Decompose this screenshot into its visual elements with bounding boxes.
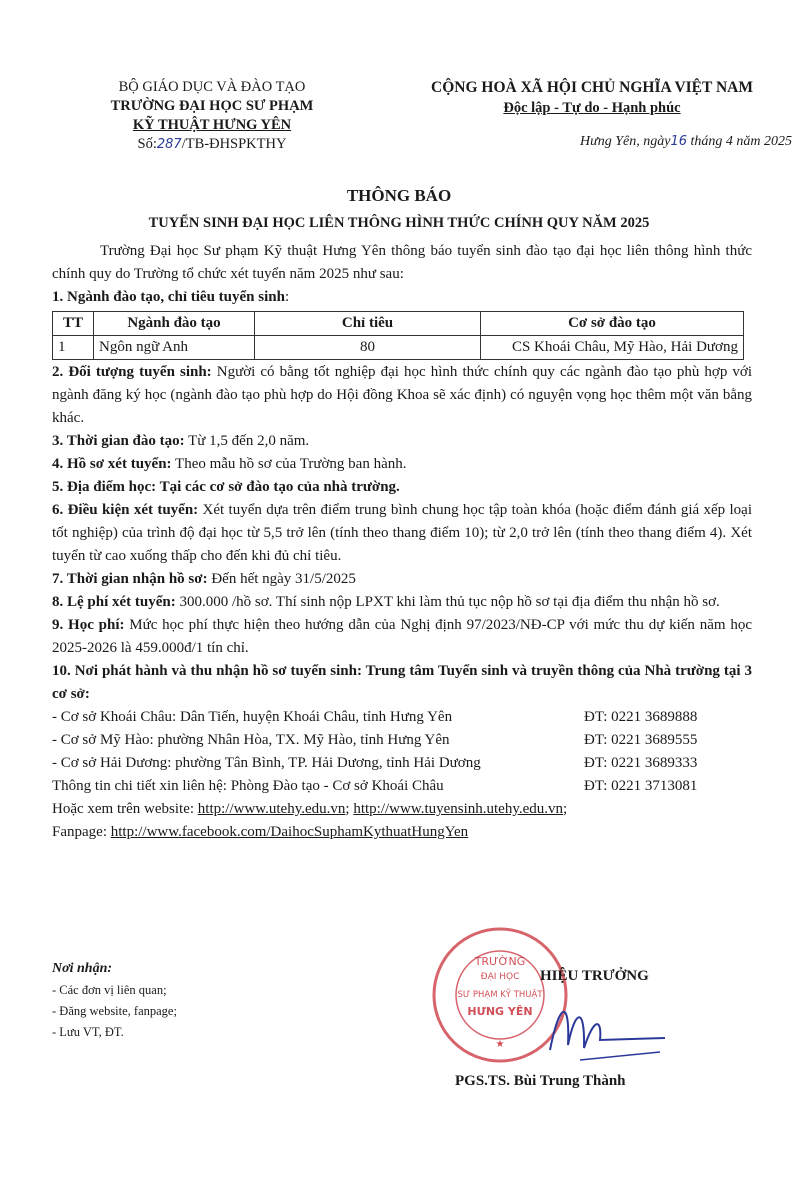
website-link-main[interactable]: http://www.utehy.edu.vn	[197, 801, 346, 817]
seal-top-text: TRƯỜNG	[474, 955, 526, 968]
contact-place: Thông tin chi tiết xin liên hệ: Phòng Đào tạo - Cơ sở Khoái Châu	[52, 778, 444, 794]
section-8-label: 8. Lệ phí xét tuyển:	[52, 594, 176, 610]
table-row	[53, 336, 744, 360]
contact-row	[52, 775, 744, 798]
document-subtitle: TUYỂN SINH ĐẠI HỌC LIÊN THÔNG HÌNH THỨC CHÍNH QUY NĂM 2025	[148, 215, 650, 231]
section-6-label: 6. Điều kiện xét tuyển:	[52, 502, 199, 518]
school-name-line2: KỸ THUẬT HƯNG YÊN	[132, 117, 292, 133]
table-cell: 80	[255, 336, 481, 360]
country-name: CỘNG HOÀ XÃ HỘI CHỦ NGHĨA VIỆT NAM	[431, 79, 753, 96]
section-10-label: 10. Nơi phát hành và thu nhận hồ sơ tuyển sinh: Trung tâm Tuyển sinh và truyền thông của Nhà trường tại 3 cơ sở:	[52, 663, 752, 702]
admission-quota-table	[52, 311, 744, 360]
contact-row	[52, 729, 744, 752]
svg-text:★: ★	[495, 1039, 505, 1050]
table-header-cell: Cơ sở đào tạo	[481, 312, 744, 336]
contact-phone: ĐT: 0221 3713081	[584, 778, 698, 794]
table-header-cell: Chỉ tiêu	[255, 312, 481, 336]
signer-title: HIỆU TRƯỞNG	[540, 968, 649, 984]
date-prefix: Hưng Yên, ngày	[579, 134, 671, 149]
school-name-line1: TRƯỜNG ĐẠI HỌC SƯ PHẠM	[110, 98, 314, 114]
contact-row	[52, 752, 744, 775]
section-7	[52, 568, 752, 591]
section-9-label: 9. Học phí:	[52, 617, 125, 633]
section-1-label: 1. Ngành đào tạo, chỉ tiêu tuyển sinh	[52, 289, 285, 305]
section-8	[52, 591, 752, 614]
section-3-text: Từ 1,5 đến 2,0 năm.	[184, 433, 310, 449]
number-handwritten: 287	[156, 137, 182, 152]
section-8-text: 300.000 /hồ sơ. Thí sinh nộp LPXT khi làm thủ tục nộp hồ sơ tại địa điểm thu nhận hồ sơ.	[175, 594, 720, 610]
recipient-item: - Các đơn vị liên quan;	[52, 983, 167, 997]
section-9-text: Mức học phí thực hiện theo hướng dẫn của Nghị định 97/2023/NĐ-CP với mức thu dự kiến năm học 2025-2026 là 459.000đ/1 tín chỉ.	[52, 617, 752, 656]
fanpage-line	[52, 821, 752, 844]
intro-paragraph: Trường Đại học Sư phạm Kỹ thuật Hưng Yên thông báo tuyển sinh đào tạo đại học liên thông hình thức chính quy do Trường tổ chức xét tuyển năm 2025 như sau:	[52, 243, 752, 282]
fanpage-link[interactable]: http://www.facebook.com/DaihocSuphamKythuatHungYen	[110, 824, 469, 840]
number-prefix: Số:	[137, 136, 157, 152]
document-title: THÔNG BÁO	[346, 186, 452, 205]
table-cell: Ngôn ngữ Anh	[94, 336, 255, 360]
date-suffix: tháng 4 năm 2025	[687, 134, 792, 149]
issuer-block	[62, 78, 362, 154]
signer-name: PGS.TS. Bùi Trung Thành	[455, 1073, 626, 1089]
contact-row	[52, 706, 744, 729]
table-header-cell: Ngành đào tạo	[94, 312, 255, 336]
contact-phone: ĐT: 0221 3689888	[584, 709, 698, 725]
website-prefix: Hoặc xem trên website:	[52, 801, 198, 817]
website-end: ;	[563, 801, 568, 817]
section-3-label: 3. Thời gian đào tạo:	[52, 433, 185, 449]
section-4	[52, 453, 752, 476]
section-6-text: Xét tuyển dựa trên điểm trung bình chung học tập toàn khóa (hoặc điểm đánh giá xếp loại tốt nghiệp) của trình độ đại học từ 5,5 trở lên (tính theo thang điểm 10); từ 2,0 trở lên (tính theo thang điểm 4). Xét tuyển từ cao xuống thấp cho đến khi đủ chỉ tiêu.	[52, 502, 752, 564]
recipients-heading: Nơi nhận:	[52, 961, 113, 976]
section-5	[52, 476, 752, 499]
section-1-colon: :	[284, 289, 290, 305]
number-suffix: /TB-ĐHSPKTHY	[181, 136, 287, 152]
table-cell: 1	[53, 336, 94, 360]
contact-place: - Cơ sở Khoái Châu: Dân Tiến, huyện Khoái Châu, tỉnh Hưng Yên	[52, 709, 453, 725]
section-7-label: 7. Thời gian nhận hồ sơ:	[52, 571, 208, 587]
national-motto: Độc lập - Tự do - Hạnh phúc	[503, 100, 681, 116]
contact-place: - Cơ sở Hải Dương: phường Tân Bình, TP. Hải Dương, tỉnh Hải Dương	[52, 755, 481, 771]
seal-line1: ĐẠI HỌC	[480, 972, 520, 982]
recipients-block	[52, 958, 352, 1043]
contact-place: - Cơ sở Mỹ Hào: phường Nhân Hòa, TX. Mỹ Hào, tỉnh Hưng Yên	[52, 732, 450, 748]
section-4-label: 4. Hồ sơ xét tuyển:	[52, 456, 172, 472]
section-6	[52, 499, 752, 568]
document-body	[52, 240, 752, 844]
website-link-admissions[interactable]: http://www.tuyensinh.utehy.edu.vn	[353, 801, 564, 817]
website-separator: ;	[345, 801, 354, 817]
section-3	[52, 430, 752, 453]
recipient-item: - Lưu VT, ĐT.	[52, 1025, 124, 1039]
contact-phone: ĐT: 0221 3689555	[584, 732, 698, 748]
section-2-label: 2. Đối tượng tuyển sinh:	[52, 364, 212, 380]
date-day-handwritten: 16	[670, 134, 687, 149]
section-5-label: 5. Địa điểm học: Tại các cơ sở đào tạo của nhà trường.	[52, 479, 400, 495]
national-header	[392, 78, 792, 118]
section-2-text: Người có bằng tốt nghiệp đại học hình thức chính quy các ngành đào tạo phù hợp với ngành đăng ký học (ngành đào tạo phù hợp do Hội đồng Khoa sẽ xác định) có nguyện vọng học thêm một văn bằng khác.	[52, 364, 752, 426]
section-2	[52, 361, 752, 430]
seal-line3: HƯNG YÊN	[467, 1005, 533, 1018]
section-4-text: Theo mẫu hồ sơ của Trường ban hành.	[171, 456, 407, 472]
table-cell: CS Khoái Châu, Mỹ Hào, Hải Dương	[481, 336, 744, 360]
section-9	[52, 614, 752, 660]
contact-phone: ĐT: 0221 3689333	[584, 755, 698, 771]
ministry-name: BỘ GIÁO DỤC VÀ ĐÀO TẠO	[118, 79, 306, 95]
document-number	[62, 135, 362, 154]
section-1	[52, 286, 752, 309]
section-7-text: Đến hết ngày 31/5/2025	[207, 571, 356, 587]
fanpage-prefix: Fanpage:	[52, 824, 111, 840]
signature-icon	[540, 990, 670, 1070]
seal-line2: SƯ PHẠM KỸ THUẬT	[457, 990, 543, 1000]
issue-date	[420, 134, 792, 150]
recipient-item: - Đăng website, fanpage;	[52, 1004, 177, 1018]
table-header-cell: TT	[53, 312, 94, 336]
table-header-row	[53, 312, 744, 336]
website-line	[52, 798, 752, 821]
